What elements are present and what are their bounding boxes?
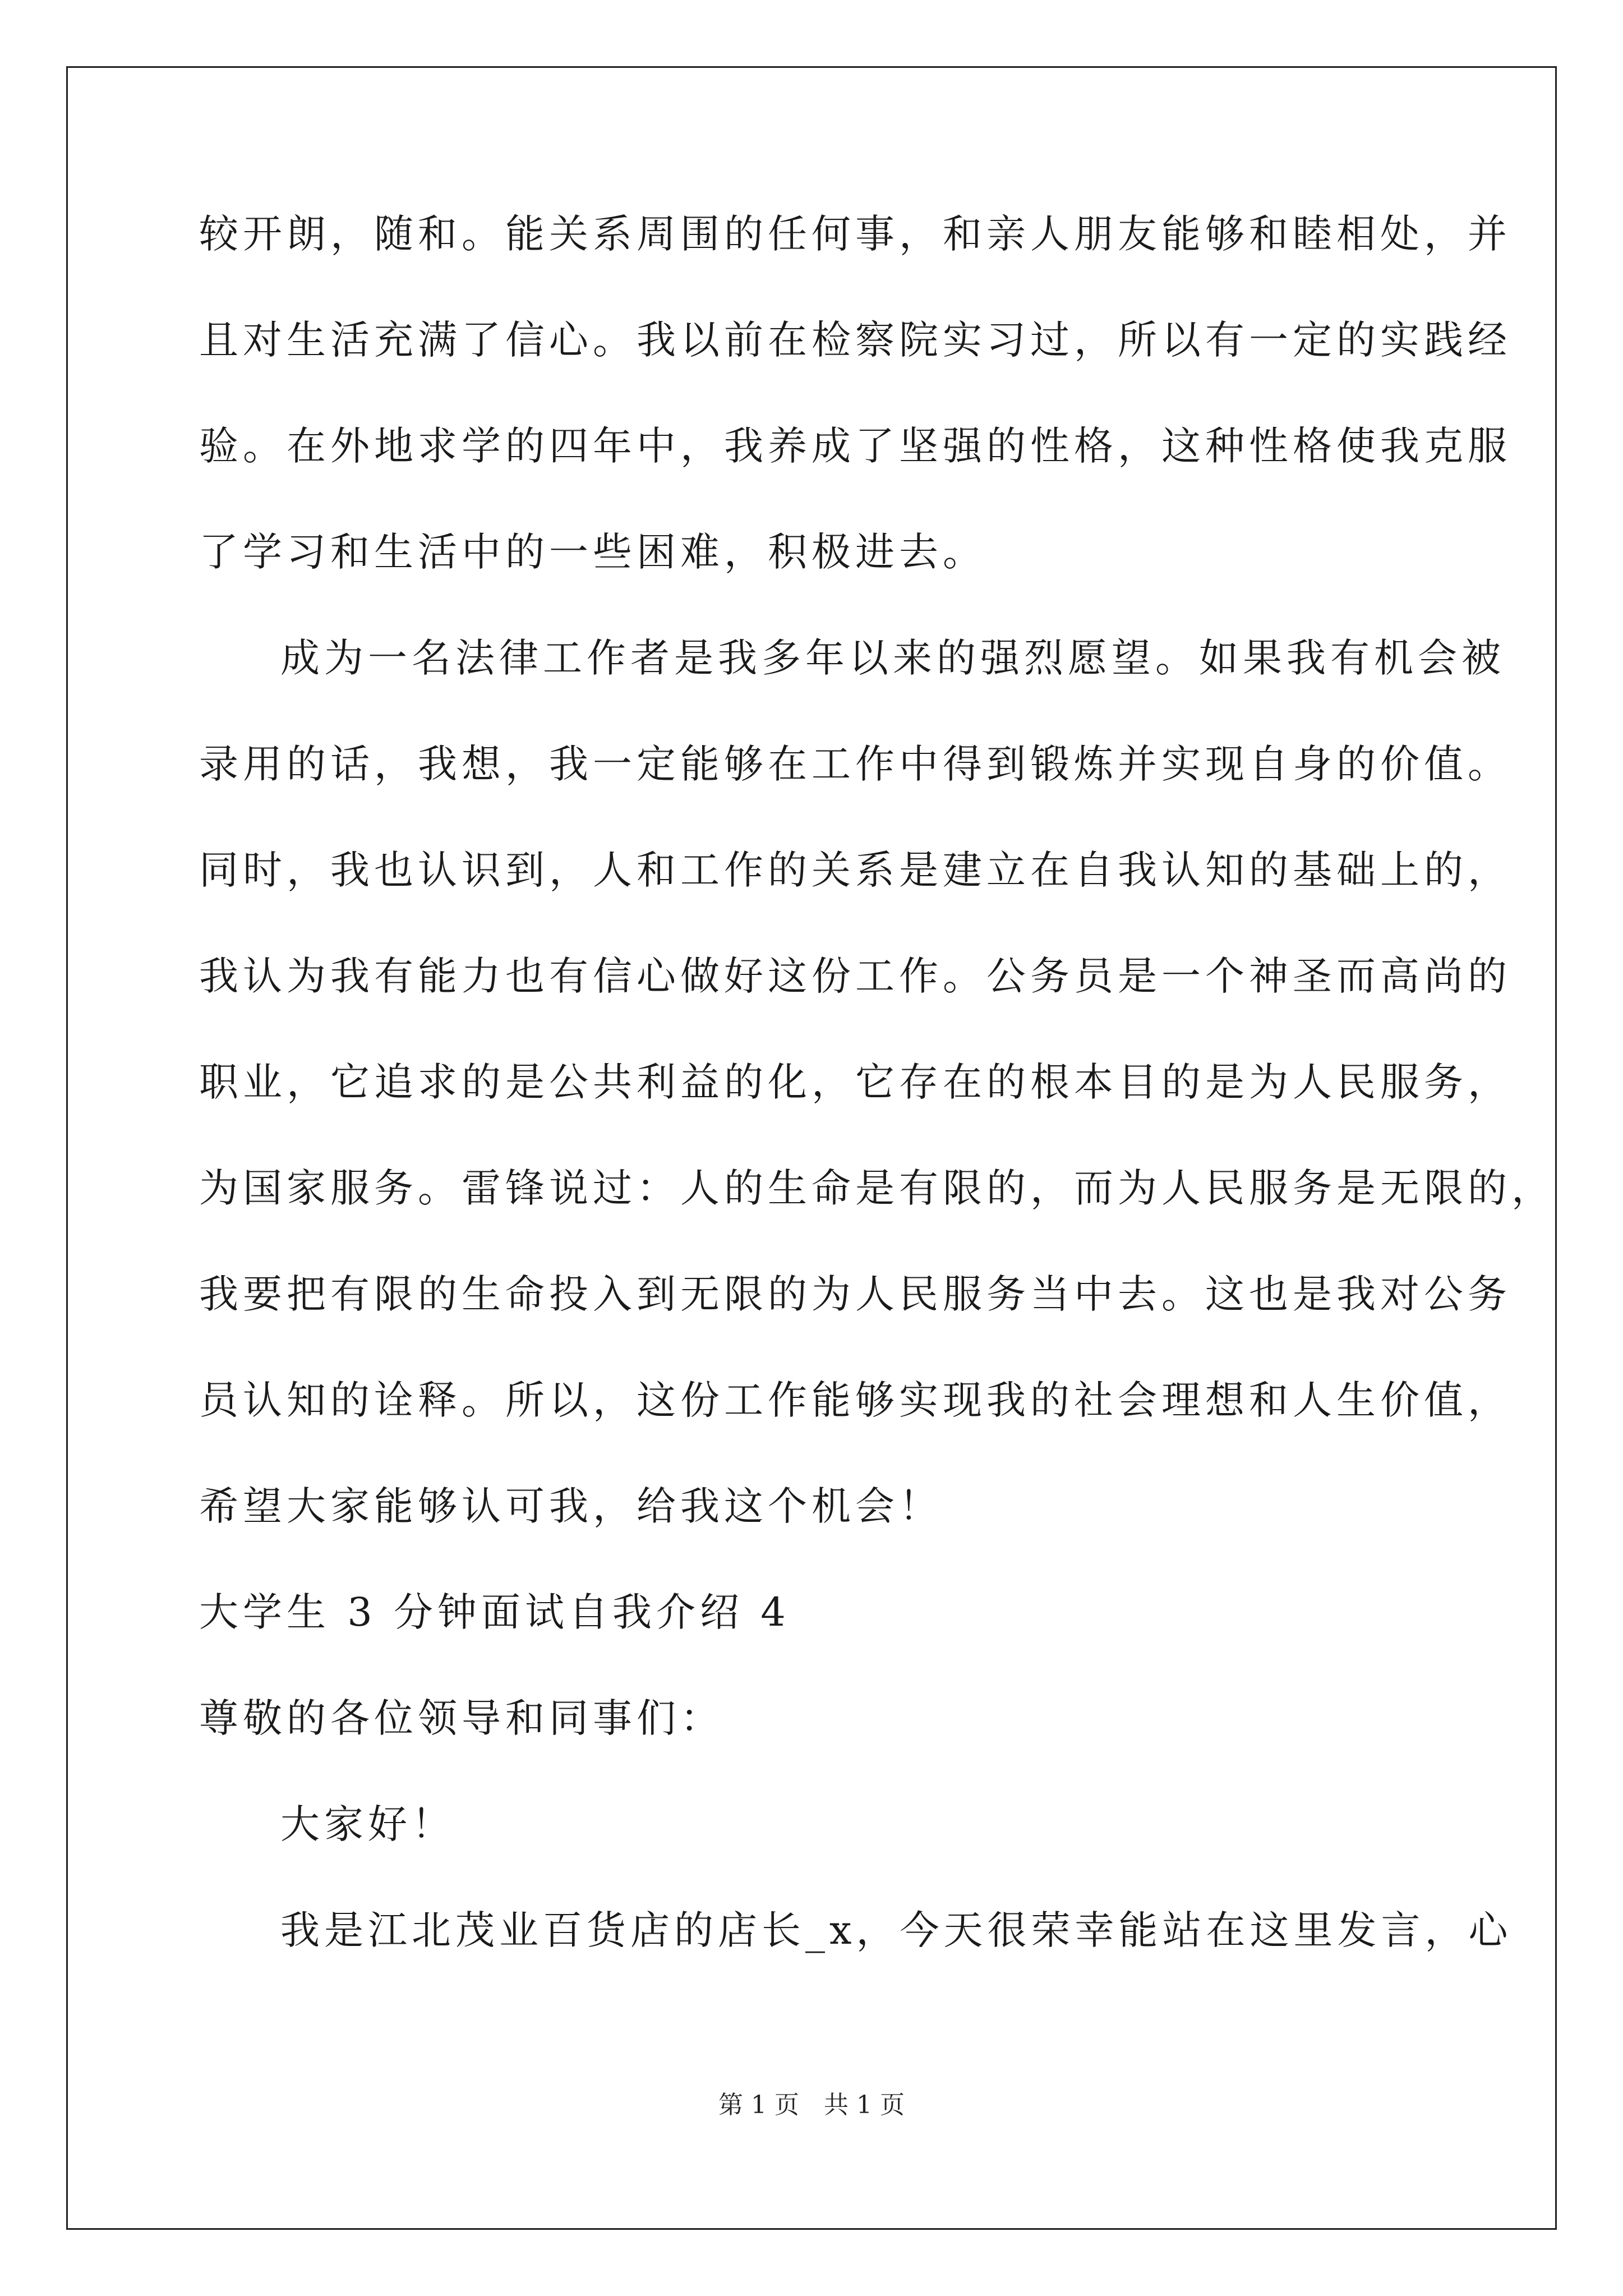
text-line: 且对生活充满了信心。我以前在检察院实习过，所以有一定的实践经 bbox=[199, 317, 1511, 363]
paragraph-start-line: 我是江北茂业百货店的店长_x，今天很荣幸能站在这里发言，心 bbox=[280, 1907, 1513, 1953]
text-line: 录用的话，我想，我一定能够在工作中得到锻炼并实现自身的价值。 bbox=[199, 741, 1511, 787]
text-line: 同时，我也认识到，人和工作的关系是建立在自我认知的基础上的， bbox=[199, 847, 1511, 893]
text-line: 验。在外地求学的四年中，我养成了坚强的性格，这种性格使我克服 bbox=[199, 423, 1511, 469]
text-line: 职业，它追求的是公共利益的化，它存在的根本目的是为人民服务， bbox=[199, 1059, 1511, 1105]
document-body bbox=[199, 208, 1555, 2010]
text-line: 较开朗，随和。能关系周围的任何事，和亲人朋友能够和睦相处，并 bbox=[199, 211, 1511, 257]
page-footer: 第 1 页 共 1 页 bbox=[718, 2091, 905, 2119]
text-line: 了学习和生活中的一些困难，积极进去。 bbox=[199, 529, 986, 575]
text-line: 为国家服务。雷锋说过：人的生命是有限的，而为人民服务是无限的， bbox=[199, 1165, 1555, 1211]
text-line: 我认为我有能力也有信心做好这份工作。公务员是一个神圣而高尚的 bbox=[199, 953, 1511, 999]
text-line: 我要把有限的生命投入到无限的为人民服务当中去。这也是我对公务 bbox=[199, 1271, 1511, 1317]
section-heading: 大学生 3 分钟面试自我介绍 4 bbox=[199, 1589, 790, 1635]
text-line: 员认知的诠释。所以，这份工作能够实现我的社会理想和人生价值， bbox=[199, 1377, 1511, 1423]
salutation-line: 尊敬的各位领导和同事们： bbox=[199, 1695, 724, 1741]
text-line: 希望大家能够认可我，给我这个机会！ bbox=[199, 1483, 943, 1529]
greeting-line: 大家好！ bbox=[280, 1801, 455, 1847]
paragraph-start-line: 成为一名法律工作者是我多年以来的强烈愿望。如果我有机会被 bbox=[280, 635, 1505, 681]
